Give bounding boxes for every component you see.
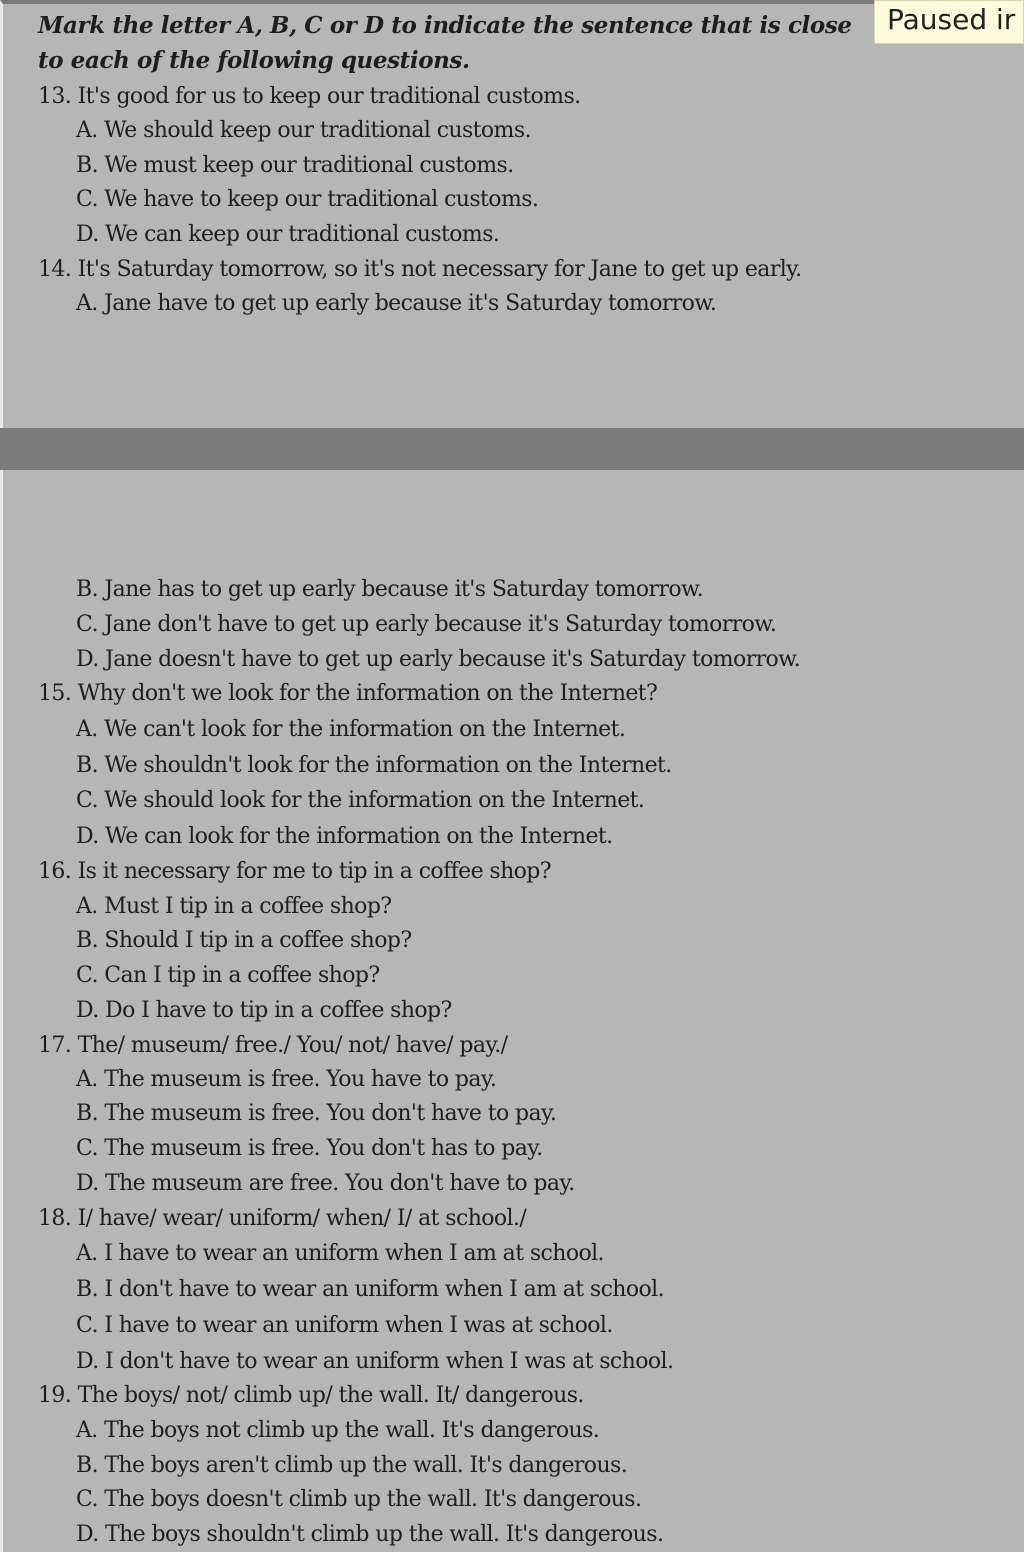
option-16-c: C. Can I tip in a coffee shop?	[76, 963, 380, 988]
option-19-d: D. The boys shouldn't climb up the wall. It's dangerous.	[76, 1522, 664, 1547]
option-17-b: B. The museum is free. You don't have to pay.	[76, 1101, 557, 1126]
option-18-b: B. I don't have to wear an uniform when I am at school.	[76, 1277, 664, 1302]
option-14-a: A. Jane have to get up early because it's Saturday tomorrow.	[76, 291, 717, 316]
question-13: 13. It's good for us to keep our traditional customs.	[38, 84, 581, 109]
option-19-c: C. The boys doesn't climb up the wall. It's dangerous.	[76, 1487, 642, 1512]
question-14: 14. It's Saturday tomorrow, so it's not necessary for Jane to get up early.	[38, 257, 802, 282]
option-13-c: C. We have to keep our traditional customs.	[76, 187, 539, 212]
option-16-a: A. Must I tip in a coffee shop?	[76, 894, 392, 919]
option-13-d: D. We can keep our traditional customs.	[76, 222, 500, 247]
option-18-a: A. I have to wear an uniform when I am at school.	[76, 1241, 604, 1266]
question-17: 17. The/ museum/ free./ You/ not/ have/ pay./	[38, 1033, 508, 1058]
option-15-b: B. We shouldn't look for the information on the Internet.	[76, 753, 672, 778]
option-17-a: A. The museum is free. You have to pay.	[76, 1067, 497, 1092]
option-14-b: B. Jane has to get up early because it's Saturday tomorrow.	[76, 577, 704, 602]
option-15-c: C. We should look for the information on the Internet.	[76, 788, 645, 813]
option-15-a: A. We can't look for the information on the Internet.	[76, 717, 626, 742]
question-19: 19. The boys/ not/ climb up/ the wall. It/ dangerous.	[38, 1383, 584, 1408]
option-19-b: B. The boys aren't climb up the wall. It's dangerous.	[76, 1453, 628, 1478]
option-16-d: D. Do I have to tip in a coffee shop?	[76, 998, 452, 1023]
option-14-c: C. Jane don't have to get up early because it's Saturday tomorrow.	[76, 612, 777, 637]
question-18: 18. I/ have/ wear/ uniform/ when/ I/ at school./	[38, 1206, 527, 1231]
instruction-heading-line-2: to each of the following questions.	[38, 47, 470, 74]
instruction-heading-line-1: Mark the letter A, B, C or D to indicate the sentence that is close	[38, 12, 852, 39]
option-14-d: D. Jane doesn't have to get up early because it's Saturday tomorrow.	[76, 647, 801, 672]
option-18-d: D. I don't have to wear an uniform when I was at school.	[76, 1349, 674, 1374]
option-17-d: D. The museum are free. You don't have to pay.	[76, 1171, 575, 1196]
question-15: 15. Why don't we look for the information on the Internet?	[38, 681, 658, 706]
option-16-b: B. Should I tip in a coffee shop?	[76, 928, 412, 953]
option-19-a: A. The boys not climb up the wall. It's dangerous.	[76, 1418, 600, 1443]
option-13-a: A. We should keep our traditional customs.	[76, 118, 531, 143]
option-15-d: D. We can look for the information on the Internet.	[76, 824, 613, 849]
question-16: 16. Is it necessary for me to tip in a coffee shop?	[38, 859, 551, 884]
paused-status-badge[interactable]: Paused ir	[874, 0, 1024, 44]
option-13-b: B. We must keep our traditional customs.	[76, 153, 514, 178]
option-18-c: C. I have to wear an uniform when I was at school.	[76, 1313, 613, 1338]
page-gap	[0, 428, 1024, 470]
option-17-c: C. The museum is free. You don't has to pay.	[76, 1136, 543, 1161]
